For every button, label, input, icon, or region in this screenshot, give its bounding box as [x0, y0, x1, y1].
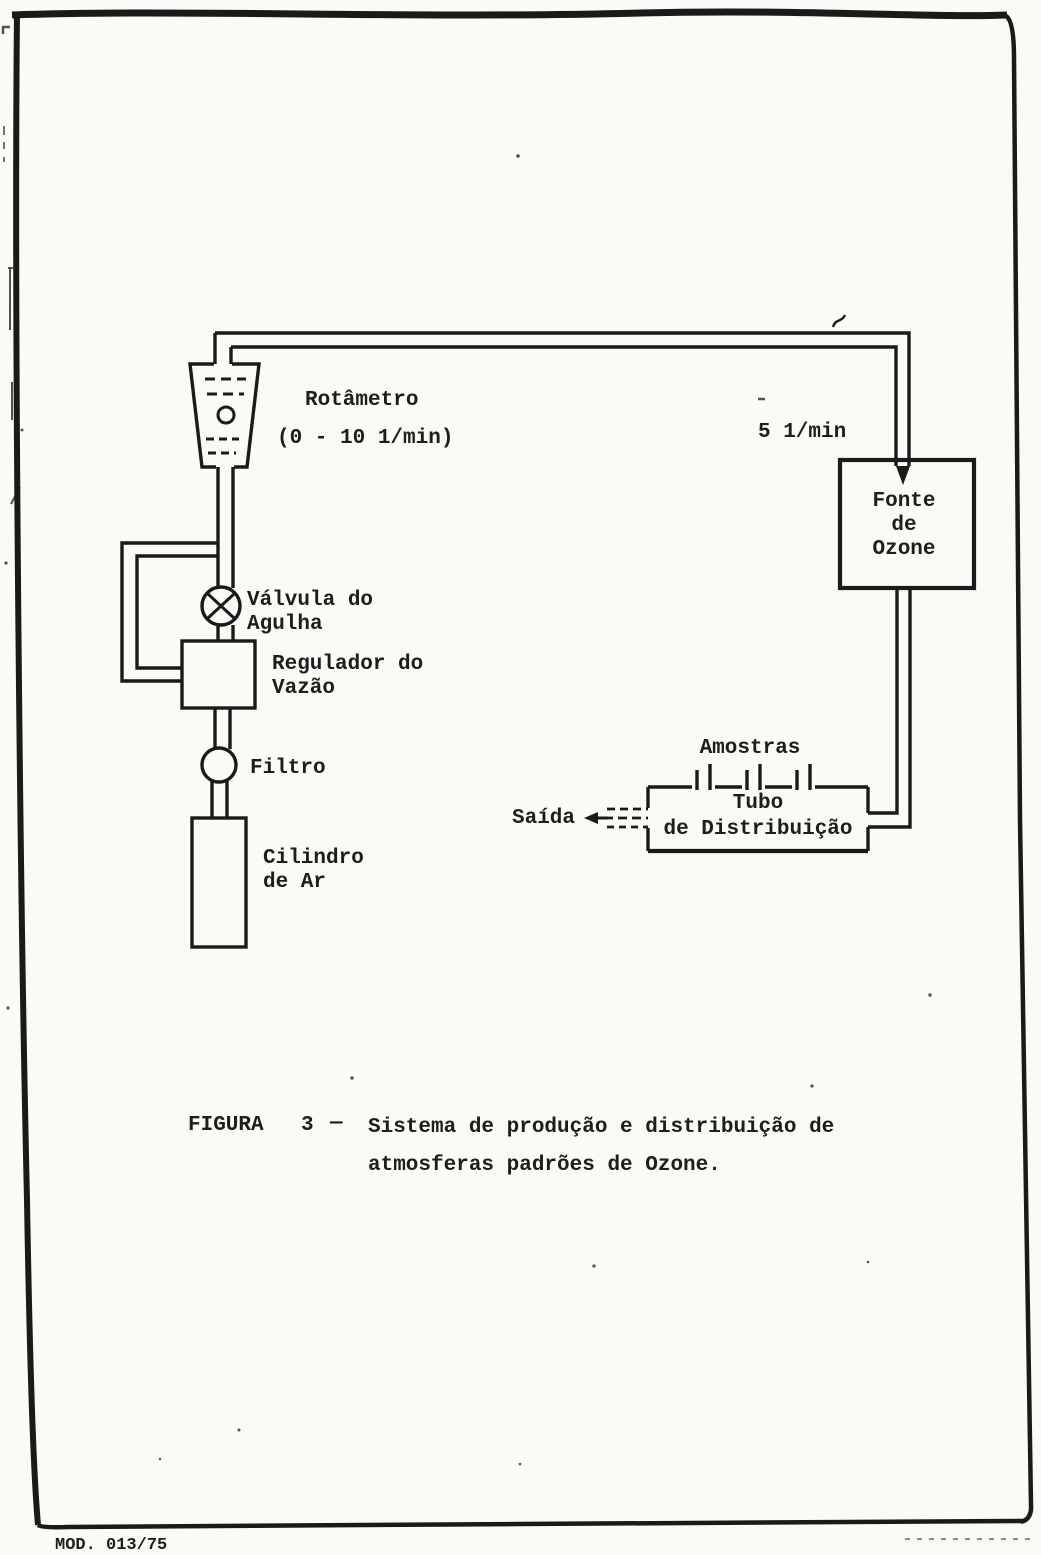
- flow-arrow-down: [896, 466, 910, 485]
- samples-label: Amostras: [699, 737, 801, 760]
- figure-caption-label: FIGURA: [188, 1114, 264, 1137]
- filter-symbol: [202, 748, 236, 782]
- distribution-tube-label-2: de Distribuição: [663, 818, 853, 841]
- ozone-diagram: [122, 315, 974, 947]
- outlet-label: Saída: [512, 807, 576, 830]
- figure-caption-line-2: atmosferas padrões de Ozone.: [368, 1154, 721, 1177]
- filter-label: Filtro: [250, 757, 326, 780]
- outlet-arrow-icon: [584, 812, 598, 824]
- border-bottom: [38, 1521, 1024, 1527]
- border-right: [1006, 16, 1031, 1522]
- pen-check-mark: [833, 315, 845, 327]
- flow-regulator-box: [182, 641, 255, 708]
- flow-regulator-label-2: Vazão: [272, 677, 336, 700]
- sample-ports: [697, 764, 810, 790]
- needle-valve-label-1: Válvula do: [247, 589, 374, 612]
- ozone-source-label-2: de: [891, 514, 917, 537]
- flow-regulator-label-1: Regulador do: [272, 653, 424, 676]
- footer-model-code: MOD. 013/75: [55, 1536, 168, 1555]
- ozone-source-label-1: Fonte: [872, 490, 936, 513]
- rotameter-range-label: (0 - 10 1/min): [277, 427, 454, 450]
- pipe-ozone-tube-outer: [868, 588, 910, 827]
- air-cylinder-label-1: Cilindro: [263, 847, 364, 870]
- outlet-pipe: [584, 809, 648, 827]
- valve-x-icon: [208, 594, 234, 618]
- figure-caption-separator: —: [330, 1112, 343, 1135]
- ozone-flow-rate-label: 5 1/min: [758, 421, 847, 444]
- distribution-tube-label-1: Tubo: [732, 792, 784, 815]
- page-border: [12, 12, 1031, 1527]
- rotameter-label: Rotâmetro: [305, 389, 419, 412]
- figure-caption-number: 3: [301, 1114, 314, 1137]
- ozone-source-label-3: Ozone: [872, 538, 936, 561]
- figure-caption: [188, 1112, 834, 1177]
- rotameter-float: [218, 407, 234, 423]
- rotameter-symbol: [190, 333, 259, 467]
- air-cylinder-box: [192, 818, 246, 947]
- pipe-ozone-tube-inner: [868, 588, 897, 813]
- figure-caption-line-1: Sistema de produção e distribuição de: [368, 1116, 835, 1139]
- needle-valve-symbol: [202, 587, 240, 625]
- air-cylinder-label-2: de Ar: [263, 871, 327, 894]
- needle-valve-label-2: Agulha: [247, 613, 323, 636]
- border-top: [12, 12, 1007, 16]
- border-left: [16, 12, 38, 1525]
- scan-noise: [2, 27, 1035, 1539]
